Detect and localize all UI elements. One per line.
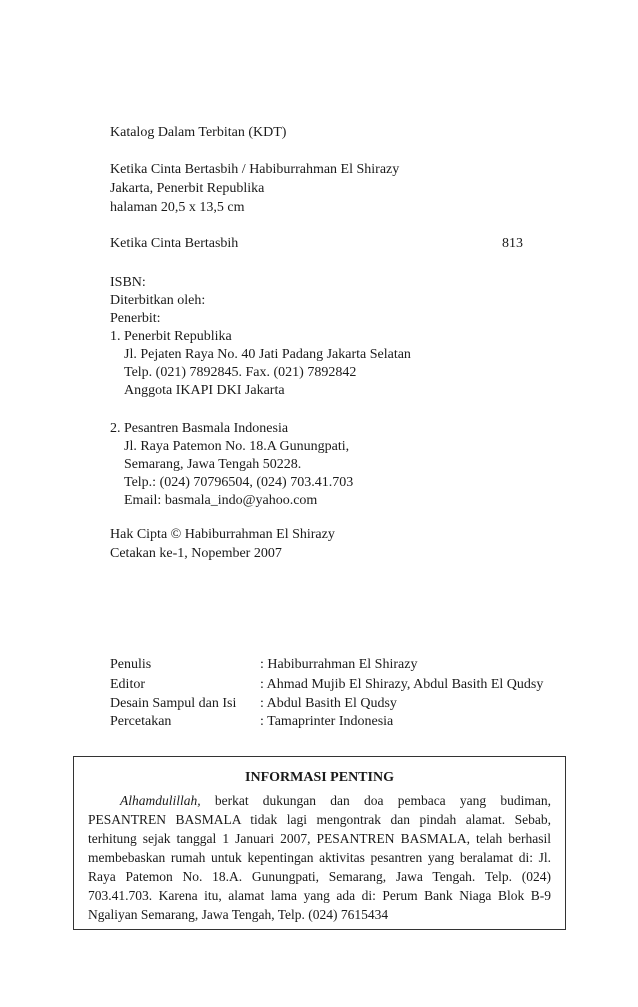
publisher-2-address-1: Jl. Raya Patemon No. 18.A Gunungpati, (124, 439, 350, 454)
publisher-1-address: Jl. Pejaten Raya No. 40 Jati Padang Jakarta Selatan (124, 347, 411, 362)
notice-title: INFORMASI PENTING (245, 770, 394, 785)
publisher-2-phone: Telp.: (024) 70796504, (024) 703.41.703 (124, 475, 354, 490)
publisher-2-name: 2. Pesantren Basmala Indonesia (110, 421, 289, 436)
edition-line: Cetakan ke-1, Nopember 2007 (110, 546, 282, 561)
notice-lead: Alhamdulillah, (120, 793, 201, 808)
isbn-label: ISBN: (110, 275, 146, 290)
kdt-class-number: 813 (502, 236, 523, 251)
penerbit-label: Penerbit: (110, 311, 161, 326)
kdt-subject: Ketika Cinta Bertasbih (110, 236, 239, 251)
credit-value: : Ahmad Mujib El Shirazy, Abdul Basith El Qudsy (260, 677, 544, 692)
notice-body (88, 791, 551, 924)
publisher-2-email: Email: basmala_indo@yahoo.com (124, 493, 318, 508)
credit-value: : Habiburrahman El Shirazy (260, 657, 418, 672)
kdt-title: Katalog Dalam Terbitan (KDT) (110, 125, 287, 140)
credit-label: Desain Sampul dan Isi (110, 696, 237, 711)
copyright-line: Hak Cipta © Habiburrahman El Shirazy (110, 527, 335, 542)
credit-value: : Tamaprinter Indonesia (260, 714, 394, 729)
publisher-1-phone: Telp. (021) 7892845. Fax. (021) 7892842 (124, 365, 357, 380)
kdt-line-1: Ketika Cinta Bertasbih / Habiburrahman El Shirazy (110, 162, 400, 177)
publisher-1-name: 1. Penerbit Republika (110, 329, 232, 344)
kdt-line-3: halaman 20,5 x 13,5 cm (110, 200, 245, 215)
publisher-1-member: Anggota IKAPI DKI Jakarta (124, 383, 285, 398)
credit-label: Percetakan (110, 714, 172, 729)
publisher-2-address-2: Semarang, Jawa Tengah 50228. (124, 457, 302, 472)
credit-label: Penulis (110, 657, 152, 672)
kdt-line-2: Jakarta, Penerbit Republika (110, 181, 265, 196)
important-notice-box (73, 756, 566, 930)
diterbitkan-label: Diterbitkan oleh: (110, 293, 206, 308)
credit-value: : Abdul Basith El Qudsy (260, 696, 397, 711)
notice-text: berkat dukungan dan doa pembaca yang budiman, PESANTREN BASMALA tidak lagi mengontrak dan pindah alamat. Sebab, terhitung sejak tanggal 1 Januari 2007, PESANTREN BASMALA, telah berhasil membebaskan rumah untuk kepentingan aktivitas pesantren yang beralamat di: Jl. Raya Patemon No. 18.A. Gunungpati, Semarang, Jawa Tengah. Telp. (024) 703.41.703. Karena itu, alamat lama yang ada di: Perum Bank Niaga Blok B-9 Ngaliyan Semarang, Jawa Tengah, Telp. (024) 7615434 (88, 793, 551, 922)
credit-label: Editor (110, 677, 145, 692)
